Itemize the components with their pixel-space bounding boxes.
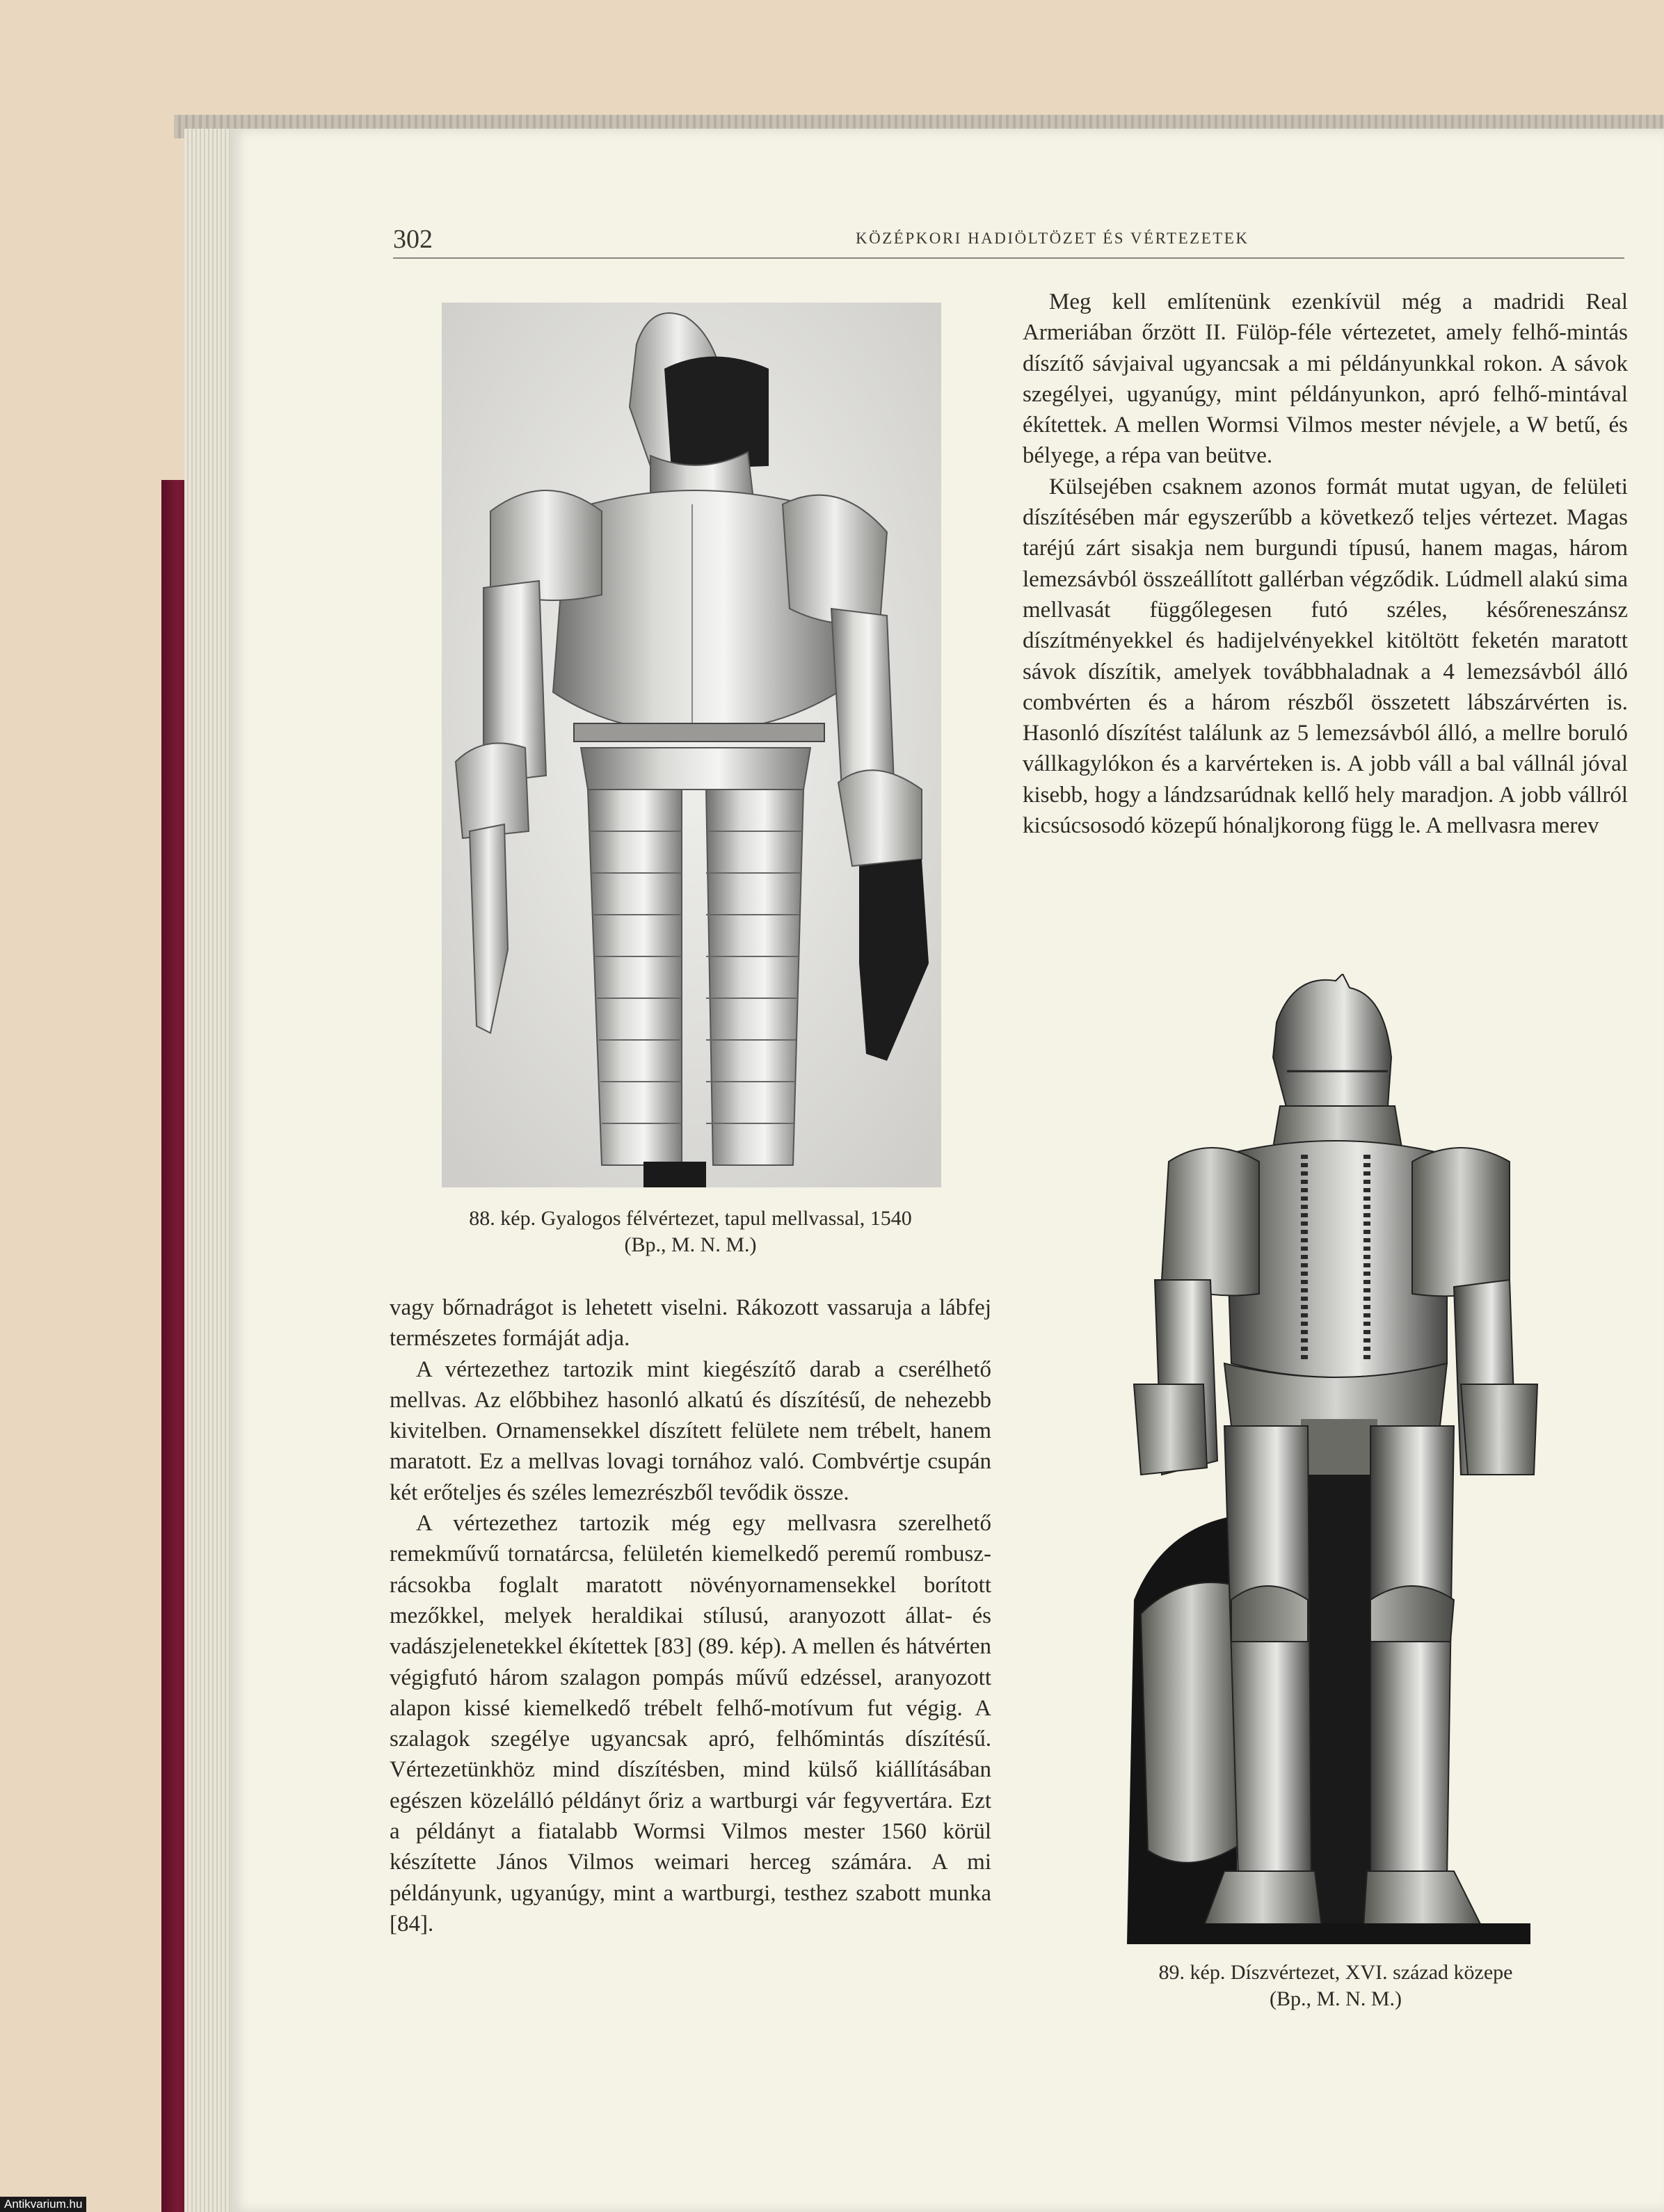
paragraph: vagy bőrnadrágot is lehetett viselni. Rákozott vassaruja a lábfej természetes formáját adja. bbox=[390, 1295, 991, 1352]
paragraph: Meg kell említenünk ezenkívül még a madridi Real Armeriában őrzött II. Fülöp-féle vértezetet, amely felhő-mintás díszítő sávjaival ugyancsak a mi példányunkkal rokon. A sávok szegélyei, ugyanúgy, mint példányunkon, apró felhő-mintával ékítettek. A mellen Wormsi Vilmos mester névjele, a W betű, és bélyege, a répa van beütve. bbox=[1023, 289, 1628, 469]
figure-88-caption-title: 88. kép. Gyalogos félvértezet, tapul mellvassal, 1540 bbox=[469, 1207, 912, 1230]
watermark: Antikvarium.hu bbox=[0, 2197, 86, 2212]
figure-89-image bbox=[1120, 974, 1555, 1944]
running-head: KÖZÉPKORI HADIÖLTÖZET ÉS VÉRTEZETEK bbox=[856, 230, 1249, 247]
paragraph: A vértezethez tartozik még egy mellvasra szerelhető remekművű tornatárcsa, felületén kiemelkedő peremű rombusz-rácsokba foglalt maratott növényornamensekkel borított mezőkkel, melyek heraldikai stílusú, aranyozott állat- és vadászjelenetekkel ékítettek [83] (89. kép). A mellen és hátvérten végigfutó három szalagon pompás művű edzéssel, aranyozott alapon kissé kiemelkedő trébelt felhő-motívum fut végig. A szalagok szegélye ugyancsak apró, felhőmintás díszítésű. Vértezetünkhöz mind díszítésben, mind külső kiállításában egészen közelálló példányt őriz a wartburgi vár fegyvertára. Ezt a példányt a fiatalabb Wormsi Vilmos mester 1560 körül készítette János Vilmos weimari herceg számára. A mi példányunk, ugyanúgy, mint a wartburgi, testhez szabott munka [84]. bbox=[390, 1511, 991, 1937]
header-rule bbox=[393, 257, 1624, 259]
parade-armour-illustration bbox=[1120, 974, 1555, 1944]
figure-88-caption bbox=[390, 1205, 991, 1258]
half-armour-illustration bbox=[442, 303, 941, 1187]
right-text-column bbox=[1023, 287, 1628, 841]
figure-88-image bbox=[442, 303, 941, 1187]
left-text-column bbox=[390, 1292, 991, 1939]
figure-89-caption bbox=[1085, 1959, 1586, 2012]
figure-89-caption-source: (Bp., M. N. M.) bbox=[1269, 1987, 1402, 2010]
paragraph: A vértezethez tartozik mint kiegészítő darab a cserélhető mellvas. Az előbbihez hasonló alkatú és díszítésű, de nehezebb kivitelben. Ornamensekkel díszített felülete nem trébelt, hanem maratott. Ez a mellvas lovagi tornához való. Combvértje csupán két erőteljes és széles lemezrészből tevődik össze. bbox=[390, 1356, 991, 1505]
figure-88-caption-source: (Bp., M. N. M.) bbox=[624, 1233, 757, 1256]
page-number: 302 bbox=[393, 225, 433, 254]
figure-89-caption-title: 89. kép. Díszvértezet, XVI. század közepe bbox=[1158, 1961, 1513, 1984]
paragraph: Külsejében csaknem azonos formát mutat ugyan, de felületi díszítésében már egyszerűbb a következő teljes vértezet. Magas taréjú zárt sisakja nem burgundi típusú, hanem magas, három lemezsávból összeállított gallérban végződik. Lúdmell alakú sima mellvasát függőlegesen futó széles, későreneszánsz díszítményekkel és hadijelvényekkel kitöltött feketén maratott sávok díszítik, amelyek továbbhaladnak a 4 lemezsávból álló combvérten és a három részből összetett lábszárvérten is. Hasonló díszítést találunk az 5 lemezsávból álló, a mellre boruló vállkagylókon és a karvérteken is. A jobb váll a bal vállnál jóval kisebb, hogy a lándzsarúdnak kellő hely maradjon. A jobb vállról kicsúcsosodó közepű hónaljkorong függ le. A mellvasra merev bbox=[1023, 474, 1628, 839]
